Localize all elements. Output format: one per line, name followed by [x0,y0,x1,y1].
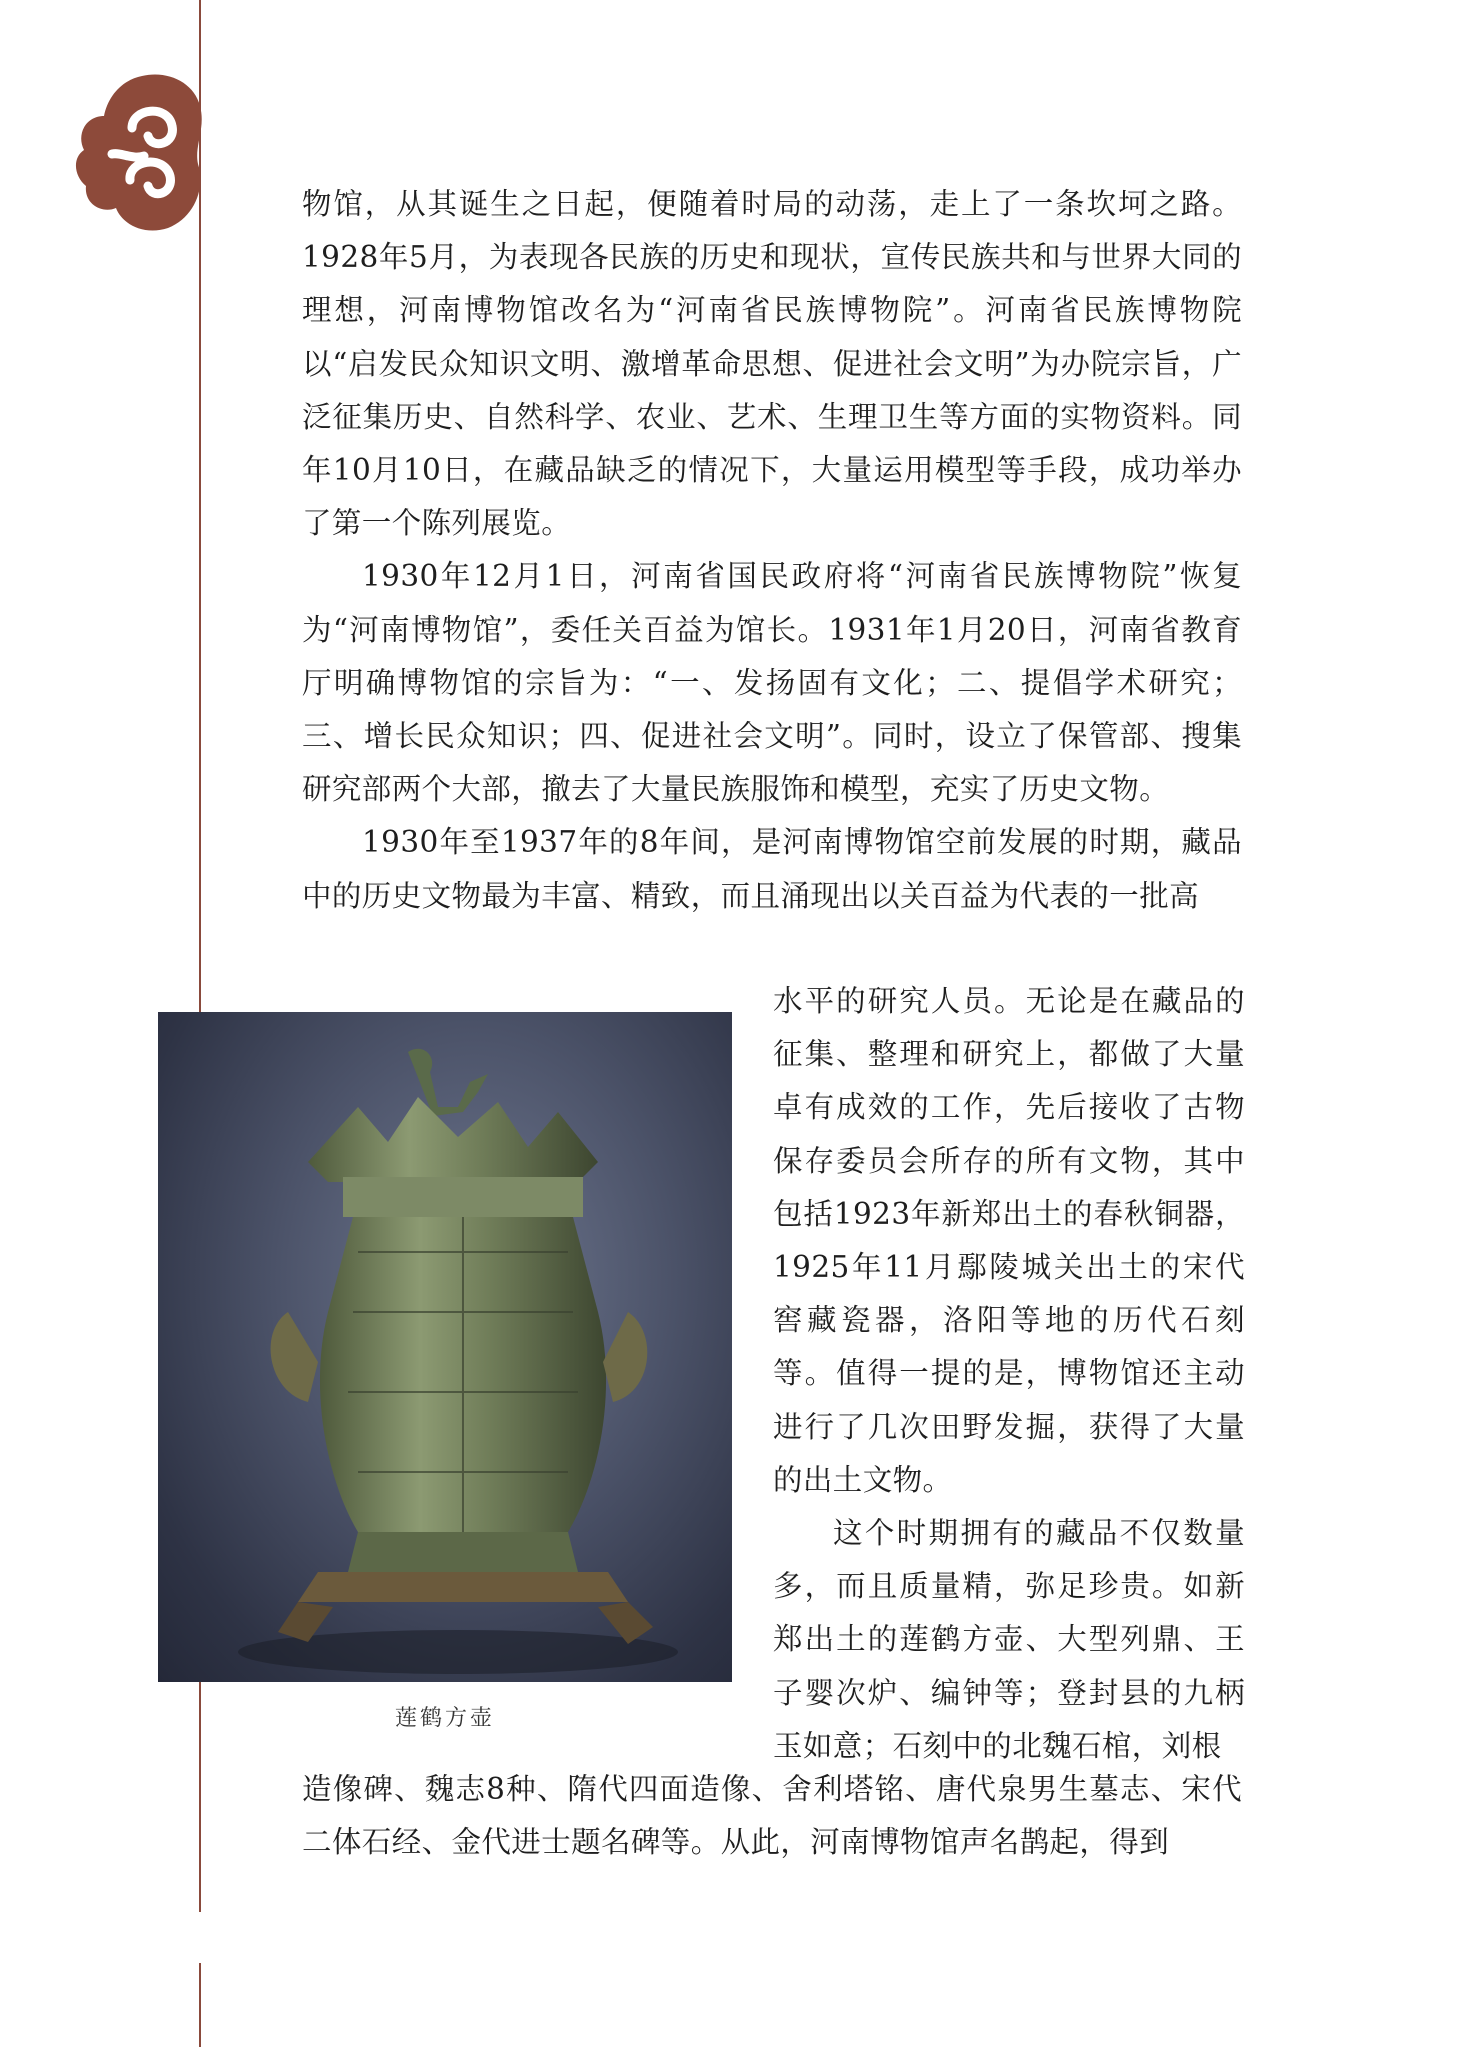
paragraph-1: 物馆，从其诞生之日起，便随着时局的动荡，走上了一条坎坷之路。1928年5月，为表现各民族的历史和现状，宣传民族共和与世界大同的理想，河南博物馆改名为“河南省民族博物院”。河南省民族博物院以“启发民众知识文明、激增革命思想、促进社会文明”为办院宗旨，广泛征集历史、自然科学、农业、艺术、生理卫生等方面的实物资料。同年10月10日，在藏品缺乏的情况下，大量运用模型等手段，成功举办了第一个陈列展览。 [302,187,1242,541]
cloud-scroll-icon [72,68,207,238]
column-paragraph-1: 水平的研究人员。无论是在藏品的征集、整理和研究上，都做了大量卓有成效的工作，先后接收了古物保存委员会所存的所有文物，其中包括1923年新郑出土的春秋铜器，1925年11月鄢陵城关出土的宋代窖藏瓷器，洛阳等地的历代石刻等。值得一提的是，博物馆还主动进行了几次田野发掘，获得了大量的出土文物。 [773,984,1245,1497]
body-text-bottom [302,1763,1242,1869]
margin-rule-lower [199,1963,201,2047]
paragraph-bottom: 造像碑、魏志8种、隋代四面造像、舍利塔铭、唐代泉男生墓志、宋代二体石经、金代进士题名碑等。从此，河南博物馆声名鹊起，得到 [302,1772,1242,1860]
body-text-top [302,178,1242,923]
column-paragraph-2: 这个时期拥有的藏品不仅数量多，而且质量精，弥足珍贵。如新郑出土的莲鹤方壶、大型列鼎、王子婴次炉、编钟等；登封县的九柄玉如意；石刻中的北魏石棺，刘根 [773,1516,1245,1763]
paragraph-3: 1930年至1937年的8年间，是河南博物馆空前发展的时期，藏品中的历史文物最为丰富、精致，而且涌现出以关百益为代表的一批高 [302,825,1242,913]
paragraph-2: 1930年12月1日，河南省国民政府将“河南省民族博物院”恢复为“河南博物馆”，委任关百益为馆长。1931年1月20日，河南省教育厅明确博物馆的宗旨为：“一、发扬固有文化；二、提倡学术研究；三、增长民众知识；四、促进社会文明”。同时，设立了保管部、搜集研究部两个大部，撤去了大量民族服饰和模型，充实了历史文物。 [302,559,1242,807]
figure-caption: 莲鹤方壶 [394,1706,495,1731]
bronze-vessel-illustration [158,1012,732,1682]
body-text-column [773,975,1245,1773]
lotus-crane-bronze-image [158,1012,732,1682]
